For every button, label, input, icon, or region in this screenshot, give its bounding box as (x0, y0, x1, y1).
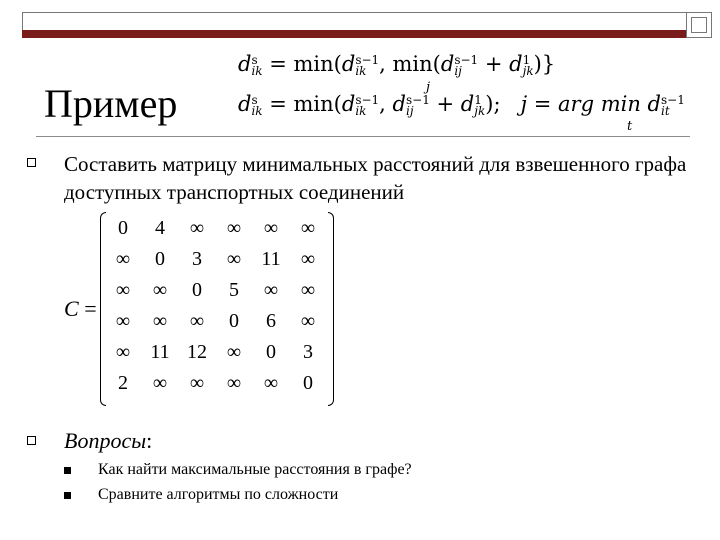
bullet-1-icon (27, 158, 36, 167)
matrix-cell: 3 (303, 341, 313, 363)
f1-mid: , min( (379, 52, 441, 76)
matrix-cell: ∞ (300, 248, 316, 270)
f2-lhs: d (238, 92, 252, 116)
matrix-cell: ∞ (226, 248, 242, 270)
bullet-2-icon (27, 436, 36, 445)
matrix-cell: 0 (192, 279, 202, 301)
f2-close: ); (485, 92, 501, 116)
sub-item-1: Как найти максимальные расстояния в графе? (98, 461, 412, 478)
f2-comma: , (379, 92, 393, 116)
matrix-cell: 11 (150, 341, 170, 363)
matrix-cell: ∞ (263, 279, 279, 301)
f1-t2: d (440, 52, 455, 76)
f1-lhs-sup: s (251, 52, 258, 67)
f2-j-eq: j = arg min (520, 92, 648, 116)
matrix-cell: 11 (261, 248, 281, 270)
f2-t2-sup: s−1 (405, 92, 430, 107)
f2-t1: d (341, 92, 356, 116)
f2-t3-sup: 1 (474, 92, 482, 107)
f2-t4: d (647, 92, 661, 116)
matrix-cell: 3 (192, 248, 202, 270)
f2-plus: + (429, 92, 461, 116)
f1-t3-sub: jk (522, 63, 534, 78)
matrix-cell: ∞ (226, 372, 242, 394)
matrix-cell: ∞ (115, 248, 131, 270)
corner-square-icon (686, 12, 712, 38)
f2-t1-sup: s−1 (355, 92, 380, 107)
matrix-cell: 0 (303, 372, 313, 394)
matrix-cell: 12 (187, 341, 207, 363)
matrix-cell: ∞ (115, 310, 131, 332)
f2-t4-sub: it (660, 103, 670, 118)
f1-plus: + (478, 52, 510, 76)
bullet-1-text: Составить матрицу минимальных расстояний для взвешенного графа доступных транспортных соединений (64, 152, 687, 204)
matrix-cell: ∞ (152, 310, 168, 332)
matrix-cell: ∞ (226, 217, 242, 239)
f2-lhs-sub: ik (251, 103, 263, 118)
matrix-cell: ∞ (300, 310, 316, 332)
f1-t1-sub: ik (355, 63, 367, 78)
questions-label: Вопросы (64, 428, 147, 453)
matrix-cell: ∞ (115, 279, 131, 301)
matrix-cell: ∞ (152, 372, 168, 394)
formula-1 (238, 52, 555, 77)
f1-lhs-sub: ik (251, 63, 263, 78)
questions-colon: : (146, 428, 153, 453)
matrix-cell: 0 (266, 341, 276, 363)
f2-t2: d (392, 92, 406, 116)
sub-bullet-1-icon (64, 467, 71, 474)
formula-2 (238, 92, 685, 117)
f1-close: )} (533, 52, 556, 76)
matrix-cell: ∞ (189, 217, 205, 239)
matrix-right-bracket (328, 212, 334, 406)
matrix-cell: ∞ (226, 341, 242, 363)
matrix-cell: 4 (155, 217, 165, 239)
bullet-2-text (64, 428, 152, 454)
f2-under-t: t (627, 119, 633, 134)
f2-eq: = min( (262, 92, 342, 116)
matrix-cell: 0 (155, 248, 165, 270)
sub-bullet-2-icon (64, 492, 71, 499)
slide-title: Пример (44, 81, 178, 126)
f2-lhs-sup: s (251, 92, 258, 107)
matrix-cell: ∞ (189, 372, 205, 394)
f1-t3-sup: 1 (522, 52, 531, 67)
matrix-cell: 2 (118, 372, 128, 394)
f1-t3: d (509, 52, 523, 76)
f1-t2-sub: ij (454, 63, 462, 78)
matrix-symbol: C (64, 296, 79, 321)
matrix-cell: 6 (266, 310, 276, 332)
matrix-cell: ∞ (115, 341, 131, 363)
f1-t1: d (341, 52, 356, 76)
f1-lhs: d (238, 52, 252, 76)
f1-eq: = min( (262, 52, 342, 76)
matrix-cell: 5 (229, 279, 239, 301)
matrix-cell: ∞ (189, 310, 205, 332)
f1-t1-sup: s−1 (355, 52, 380, 67)
matrix-cell: ∞ (263, 217, 279, 239)
matrix-cell: 0 (229, 310, 239, 332)
f2-t3-sub: jk (474, 103, 486, 118)
sub-item-2: Сравните алгоритмы по сложности (98, 486, 339, 503)
matrix-cell: ∞ (300, 217, 316, 239)
title-divider (36, 136, 690, 137)
f2-t1-sub: ik (355, 103, 367, 118)
top-bar-accent (22, 30, 712, 38)
matrix-cell: ∞ (152, 279, 168, 301)
f2-t2-sub: ij (405, 103, 414, 118)
f2-t3: d (460, 92, 475, 116)
f1-t2-sup: s−1 (454, 52, 479, 67)
matrix-equals: = (78, 296, 97, 321)
matrix-cell: 0 (118, 217, 128, 239)
matrix-label (64, 296, 97, 322)
f1-under-j: j (426, 80, 431, 95)
matrix-cell: ∞ (300, 279, 316, 301)
matrix-cell: ∞ (263, 372, 279, 394)
f2-t4-sup: s−1 (660, 92, 685, 107)
